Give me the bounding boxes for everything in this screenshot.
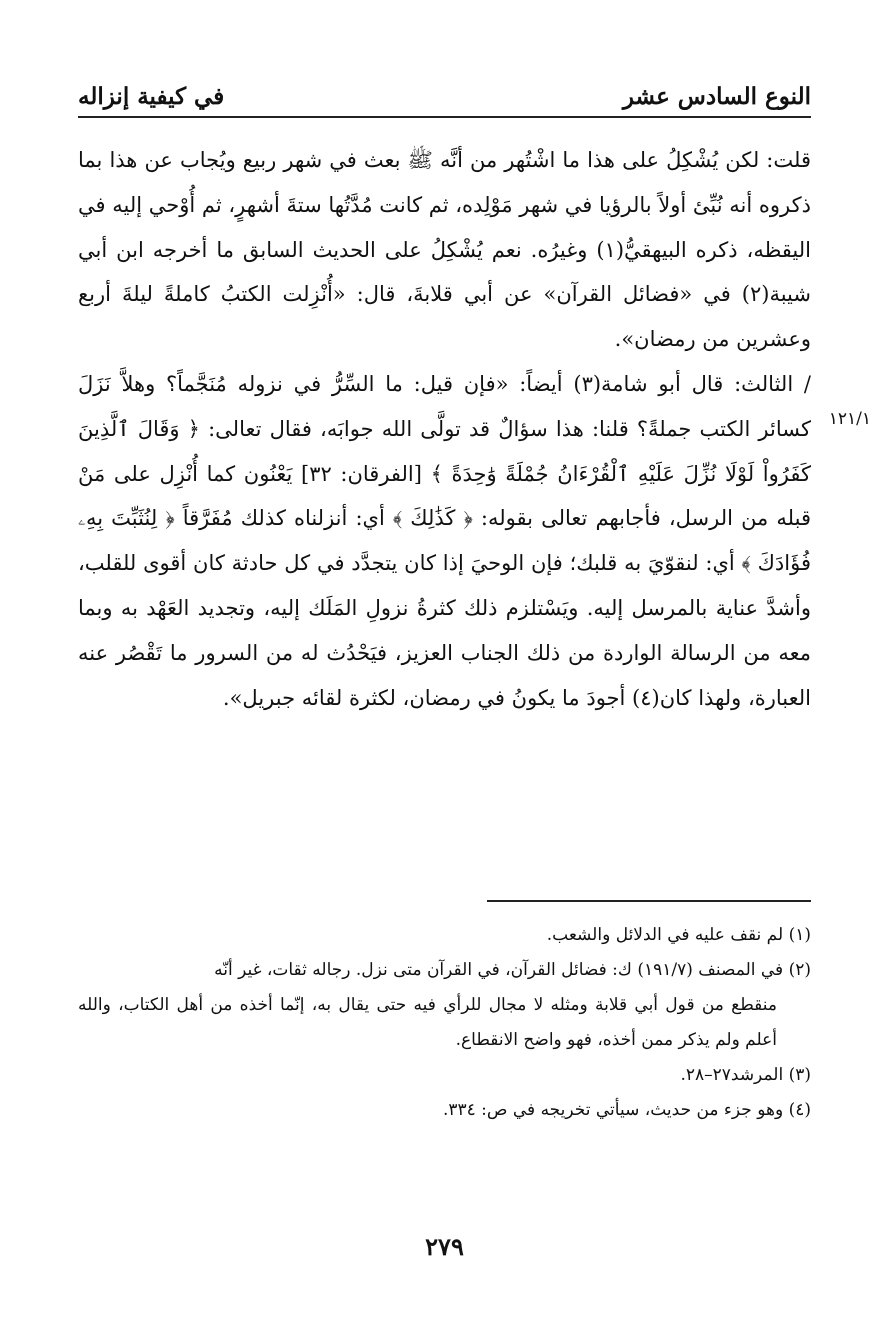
body-paragraph: قلت: لكن يُشْكِلُ على هذا ما اشْتُهر من أنَّه ﷺ بعث في شهر ربيع ويُجاب عن هذا بما ذكروه أنه نُبِّئ أولاً بالرؤيا في شهر مَوْلِده، ثم كانت مُدَّتُها ستةَ أشهرٍ، ثم أُوْحي إليه في اليقظه، ذكره البيهقيُّ(١) وغيرُه. نعم يُشْكِلُ على الحديث السابق ما أخرجه ابن أبي شيبة(٢) في «فضائل القرآن» عن أبي قلابةَ، قال: «أُنْزِلت الكتبُ كاملةً ليلةَ أربع وعشرين من رمضان».	[78, 148, 812, 352]
footnote-2-continuation: منقطع من قول أبي قلابة ومثله لا مجال للرأي فيه حتى يقال به، إنّما أخذه من أهل الكتاب، والله أعلم ولم يذكر ممن أخذه، فهو واضح الانقطاع.	[78, 995, 777, 1050]
footnote-2: (٢) في المصنف (١٩١/٧) ك: فضائل القرآن، في القرآن متى نزل. رجاله ثقات، غير أنّه	[214, 960, 811, 980]
running-header	[78, 66, 811, 118]
main-text	[78, 138, 811, 720]
chapter-title: النوع السادس عشر	[622, 83, 811, 110]
page-number: ٢٧٩	[425, 1232, 464, 1261]
footnotes	[78, 918, 811, 1128]
footnote-4: (٤) وهو جزء من حديث، سيأتي تخريجه في ص: ٣٣٤.	[442, 1100, 811, 1120]
footnote-divider	[487, 900, 811, 902]
section-title: في كيفية إنزاله	[78, 83, 225, 110]
body-paragraph: / الثالث: قال أبو شامة(٣) أيضاً: «فإن قيل: ما السِّرُّ في نزوله مُنَجَّماً؟ وهلاَّ نَزَلَ كسائر الكتب جملةً؟ قلنا: هذا سؤالٌ قد تولَّى الله جوابَه، فقال تعالى: ﴿ وَقَالَ ٱلَّذِينَ كَفَرُواْ لَوْلَا نُزِّلَ عَلَيْهِ ٱلْقُرْءَانُ جُمْلَةً وَٰحِدَةً ﴾ [الفرقان: ٣٢] يَعْنُون كما أُنْزِل على مَنْ قبله من الرسل، فأجابهم تعالى بقوله: ﴿ كَذَٰلِكَ ﴾ أي: أنزلناه كذلك مُفَرَّقاً ﴿ لِنُثَبِّتَ بِهِۦ فُؤَادَكَ ﴾ أي: لنقوّيَ به قلبك؛ فإن الوحيَ إذا كان يتجدَّد في كل حادثة كان أقوى للقلب، وأشدَّ عناية بالمرسل إليه. ويَسْتلزم ذلك كثرةُ نزولِ المَلَك إليه، وتجديد العَهْد به وبما معه من الرسالة الواردة من ذلك الجناب العزيز، فيَحْدُث له من السرور ما تَقْصُر عنه العبارة، ولهذا كان(٤) أجودَ ما يكونُ في رمضان، لكثرة لقائه جبريل».	[78, 371, 811, 710]
footnote-1: (١) لم نقف عليه في الدلائل والشعب.	[546, 925, 811, 945]
footnote-3: (٣) المرشد٢٧–٢٨.	[680, 1065, 811, 1085]
margin-reference: ١٢١/١	[828, 409, 871, 429]
